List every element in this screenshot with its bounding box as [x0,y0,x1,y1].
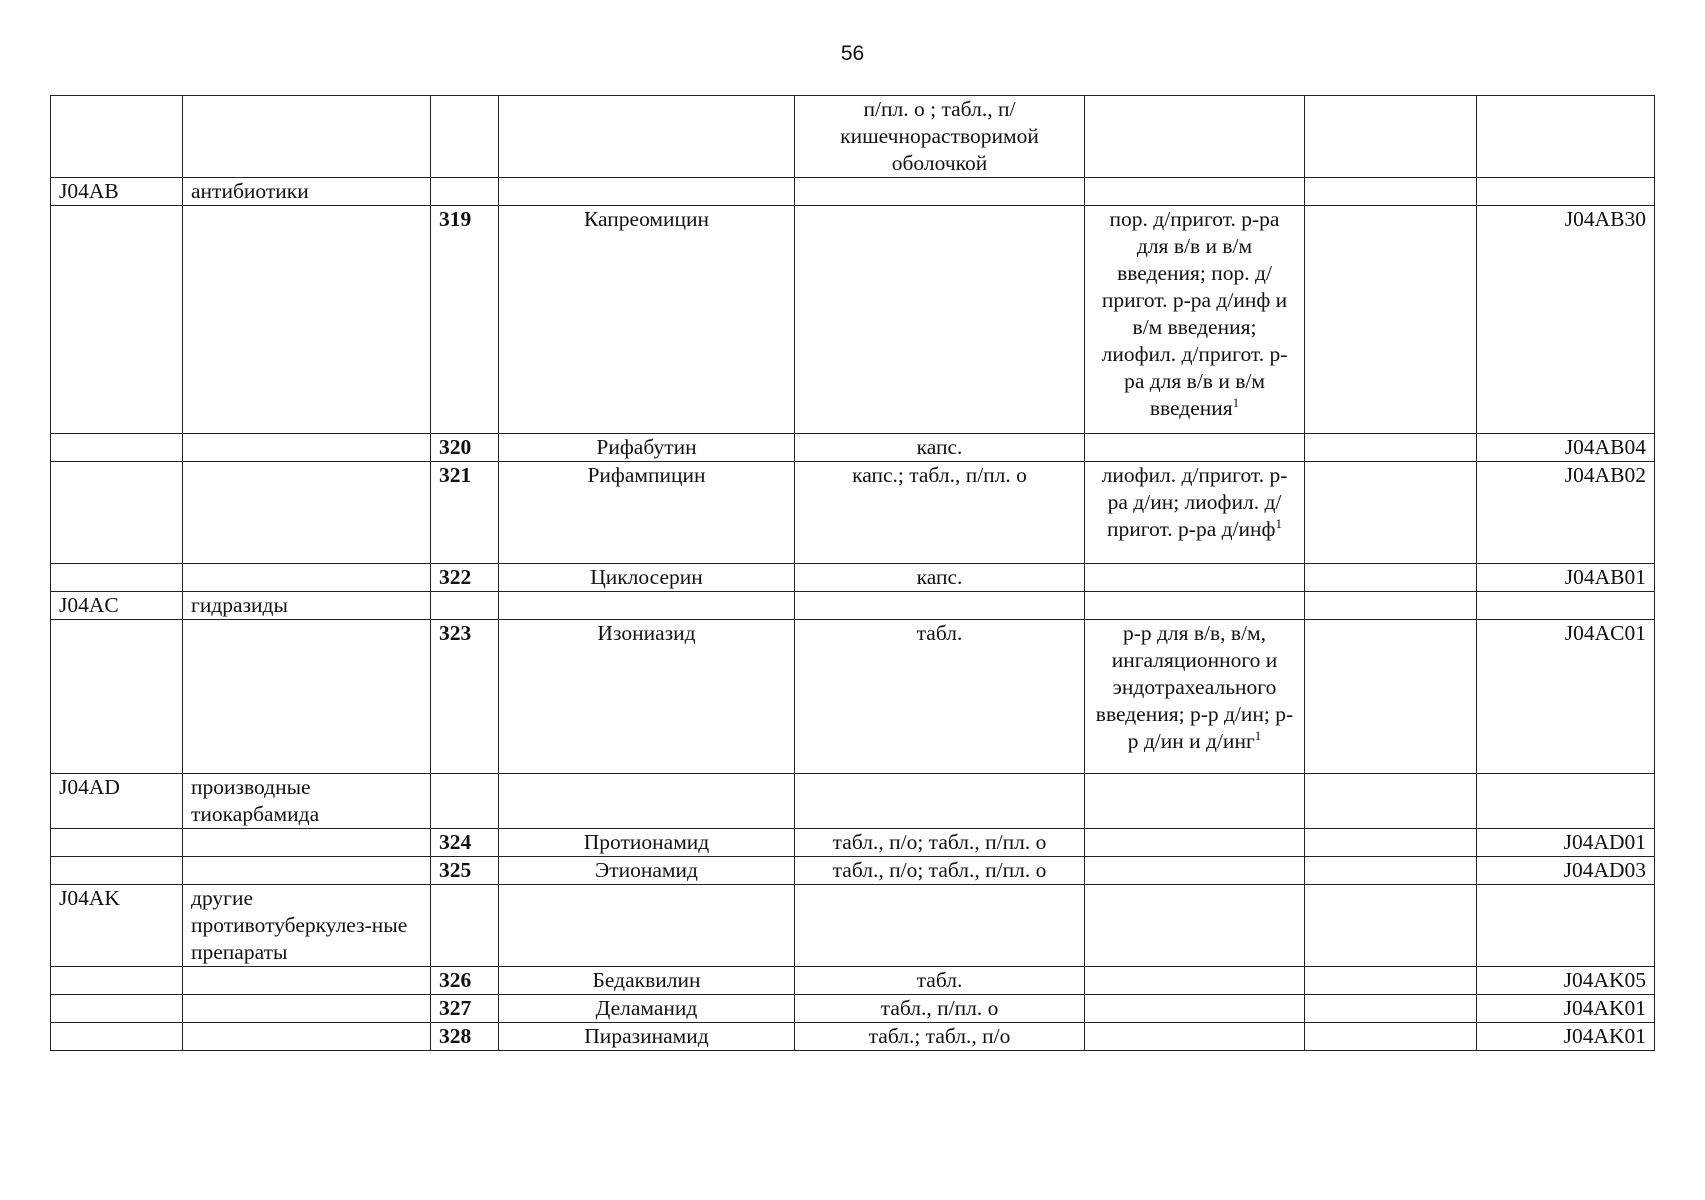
empty-cell [1305,967,1477,995]
item-number-cell-text: 326 [439,968,472,992]
atc-group-code-cell [51,178,183,206]
parenteral-form-cell [1085,206,1305,434]
atc-group-code-cell [51,857,183,885]
group-name-cell [183,434,431,462]
atc-group-code-cell [51,967,183,995]
item-number-cell [431,1023,499,1051]
parenteral-form-cell-text: р-р для в/в, в/м, ингаляционного и эндотрахеального введения; р-р д/ин; р-р д/ин и д/инг [1095,621,1294,753]
empty-cell [1085,178,1305,206]
table-row [51,206,1655,434]
dosage-form-cell [795,620,1085,774]
atc-code-cell-text: J04AD01 [1563,830,1646,854]
empty-cell [1477,885,1655,967]
item-number-cell [431,967,499,995]
atc-code-cell-text: J04AK05 [1563,968,1646,992]
atc-group-code-cell [51,434,183,462]
empty-cell [1305,885,1477,967]
footnote-mark: 1 [1275,515,1282,531]
item-number-cell [431,995,499,1023]
empty-cell [1477,774,1655,829]
dosage-form-cell [795,96,1085,178]
group-name-cell [183,857,431,885]
drug-name-cell-text: Капреомицин [583,207,710,231]
atc-group-code-cell-text: J04AK [59,886,120,910]
atc-group-code-cell [51,620,183,774]
item-number-cell-text: 320 [439,435,472,459]
drug-name-cell [499,620,795,774]
dosage-form-cell-text: табл. [916,968,963,992]
drug-name-cell [499,967,795,995]
atc-code-cell-text: J04AK01 [1563,996,1646,1020]
empty-cell [1305,564,1477,592]
atc-code-cell-text: J04AC01 [1564,621,1646,645]
dosage-form-cell [795,462,1085,564]
parenteral-form-cell [1085,620,1305,774]
parenteral-form-cell [1085,829,1305,857]
atc-group-code-cell [51,564,183,592]
group-name-cell [183,829,431,857]
parenteral-form-cell [1085,967,1305,995]
group-name-cell [183,178,431,206]
group-name-cell [183,592,431,620]
dosage-form-cell [795,434,1085,462]
parenteral-form-cell [1085,96,1305,178]
atc-group-code-cell [51,995,183,1023]
drug-name-cell-text: Этионамид [595,858,698,882]
empty-cell [795,885,1085,967]
atc-code-cell [1477,462,1655,564]
table-row-continuation [51,96,1655,178]
empty-cell [795,178,1085,206]
parenteral-form-cell [1085,462,1305,564]
parenteral-form-cell [1085,434,1305,462]
atc-code-cell [1477,96,1655,178]
item-number-cell [431,206,499,434]
table-row [51,564,1655,592]
atc-code-cell [1477,995,1655,1023]
group-name-cell [183,462,431,564]
item-number-cell-text: 321 [439,463,472,487]
empty-cell [795,592,1085,620]
item-number-cell-text: 328 [439,1024,472,1048]
dosage-form-cell [795,857,1085,885]
atc-code-cell-text: J04AD03 [1563,858,1646,882]
atc-group-code-cell-text: J04AC [59,593,119,617]
item-number-cell [431,857,499,885]
dosage-form-cell [795,967,1085,995]
dosage-form-cell-text: табл.; табл., п/о [868,1024,1011,1048]
parenteral-form-cell [1085,995,1305,1023]
item-number-cell-text: 323 [439,621,472,645]
parenteral-form-cell-text: лиофил. д/пригот. р-ра д/ин; лиофил. д/пригот. р-ра д/инф [1101,463,1288,541]
dosage-form-cell-text: п/пл. о ; табл., п/кишечнорастворимой оболочкой [840,97,1039,175]
drug-name-cell-text: Циклосерин [590,565,703,589]
atc-code-cell [1477,857,1655,885]
empty-cell [1305,462,1477,564]
drug-name-cell [499,96,795,178]
atc-group-code-cell [51,774,183,829]
group-name-cell [183,564,431,592]
drug-name-cell-text: Бедаквилин [592,968,701,992]
item-number-cell [431,829,499,857]
dosage-form-cell [795,829,1085,857]
drug-name-cell [499,206,795,434]
empty-cell [1305,857,1477,885]
atc-group-code-cell [51,592,183,620]
parenteral-form-cell [1085,1023,1305,1051]
drug-name-cell-text: Пиразинамид [584,1024,709,1048]
drug-name-cell-text: Протионамид [583,830,710,854]
parenteral-form-cell-text: пор. д/пригот. р-ра для в/в и в/м введения; пор. д/пригот. р-ра д/инф и в/м введения; лиофил. д/пригот. р-ра для в/в и в/м введения [1101,207,1288,420]
footnote-mark: 1 [1232,394,1240,410]
empty-cell [1305,774,1477,829]
empty-cell [499,774,795,829]
atc-code-cell [1477,829,1655,857]
atc-code-cell-text: J04AB01 [1564,565,1646,589]
table-body [51,96,1655,1051]
drug-name-cell [499,857,795,885]
group-header-row [51,885,1655,967]
empty-cell [1305,995,1477,1023]
dosage-form-cell-text: табл., п/о; табл., п/пл. о [832,858,1047,882]
drug-table [50,95,1655,1051]
atc-group-code-cell [51,462,183,564]
item-number-cell [431,96,499,178]
table-row [51,995,1655,1023]
empty-cell [499,592,795,620]
dosage-form-cell-text: табл. [916,621,963,645]
footnote-mark: 1 [1254,727,1262,743]
atc-code-cell [1477,620,1655,774]
table-row [51,1023,1655,1051]
group-name-cell [183,206,431,434]
table-row [51,857,1655,885]
drug-name-cell [499,434,795,462]
empty-cell [1305,1023,1477,1051]
empty-cell [1305,96,1477,178]
drug-name-cell [499,462,795,564]
dosage-form-cell [795,1023,1085,1051]
drug-name-cell [499,829,795,857]
empty-cell [431,774,499,829]
atc-code-cell [1477,1023,1655,1051]
atc-code-cell [1477,967,1655,995]
dosage-form-cell [795,995,1085,1023]
atc-code-cell [1477,564,1655,592]
drug-name-cell [499,995,795,1023]
empty-cell [431,885,499,967]
drug-name-cell-text: Деламанид [595,996,698,1020]
item-number-cell-text: 327 [439,996,472,1020]
group-name-cell [183,1023,431,1051]
empty-cell [795,774,1085,829]
empty-cell [431,592,499,620]
atc-code-cell [1477,434,1655,462]
dosage-form-cell-text: капс. [916,435,963,459]
drug-name-cell-text: Изониазид [597,621,696,645]
atc-group-code-cell-text: J04AB [59,179,119,203]
empty-cell [1477,592,1655,620]
group-name-cell [183,995,431,1023]
item-number-cell [431,462,499,564]
atc-group-code-cell [51,885,183,967]
atc-group-code-cell-text: J04AD [59,775,120,799]
empty-cell [1477,178,1655,206]
parenteral-form-cell [1085,857,1305,885]
atc-code-cell-text: J04AB02 [1564,463,1646,487]
empty-cell [1085,885,1305,967]
table-row [51,967,1655,995]
group-name-cell [183,620,431,774]
empty-cell [1305,620,1477,774]
group-name-cell-text: другие противотуберкулез-ные препараты [191,886,408,964]
drug-name-cell-text: Рифампицин [587,463,706,487]
dosage-form-cell [795,206,1085,434]
empty-cell [1085,592,1305,620]
table-row [51,829,1655,857]
empty-cell [1305,178,1477,206]
page-number: 56 [840,42,865,65]
drug-name-cell [499,564,795,592]
empty-cell [1305,829,1477,857]
atc-group-code-cell [51,829,183,857]
group-header-row [51,592,1655,620]
group-name-cell-text: производные тиокарбамида [191,775,320,826]
atc-code-cell-text: J04AK01 [1563,1024,1646,1048]
item-number-cell-text: 325 [439,858,472,882]
empty-cell [1305,434,1477,462]
parenteral-form-cell [1085,564,1305,592]
group-name-cell [183,885,431,967]
table-row [51,620,1655,774]
group-name-cell-text: антибиотики [191,179,309,203]
empty-cell [499,885,795,967]
group-name-cell [183,774,431,829]
drug-name-cell [499,1023,795,1051]
group-name-cell [183,96,431,178]
item-number-cell-text: 319 [439,207,472,231]
group-header-row [51,178,1655,206]
dosage-form-cell-text: капс. [916,565,963,589]
empty-cell [499,178,795,206]
dosage-form-cell [795,564,1085,592]
empty-cell [1305,592,1477,620]
dosage-form-cell-text: капс.; табл., п/пл. о [852,463,1027,487]
table-row [51,434,1655,462]
item-number-cell-text: 322 [439,565,472,589]
atc-code-cell-text: J04AB30 [1564,207,1646,231]
atc-code-cell [1477,206,1655,434]
item-number-cell-text: 324 [439,830,472,854]
empty-cell [431,178,499,206]
table-row [51,462,1655,564]
atc-group-code-cell [51,206,183,434]
item-number-cell [431,620,499,774]
group-name-cell-text: гидразиды [191,593,288,617]
atc-group-code-cell [51,1023,183,1051]
dosage-form-cell-text: табл., п/пл. о [880,996,999,1020]
item-number-cell [431,564,499,592]
atc-code-cell-text: J04AB04 [1564,435,1646,459]
atc-group-code-cell [51,96,183,178]
item-number-cell [431,434,499,462]
group-name-cell [183,967,431,995]
drug-name-cell-text: Рифабутин [596,435,697,459]
empty-cell [1305,206,1477,434]
group-header-row [51,774,1655,829]
dosage-form-cell-text: табл., п/о; табл., п/пл. о [832,830,1047,854]
empty-cell [1085,774,1305,829]
